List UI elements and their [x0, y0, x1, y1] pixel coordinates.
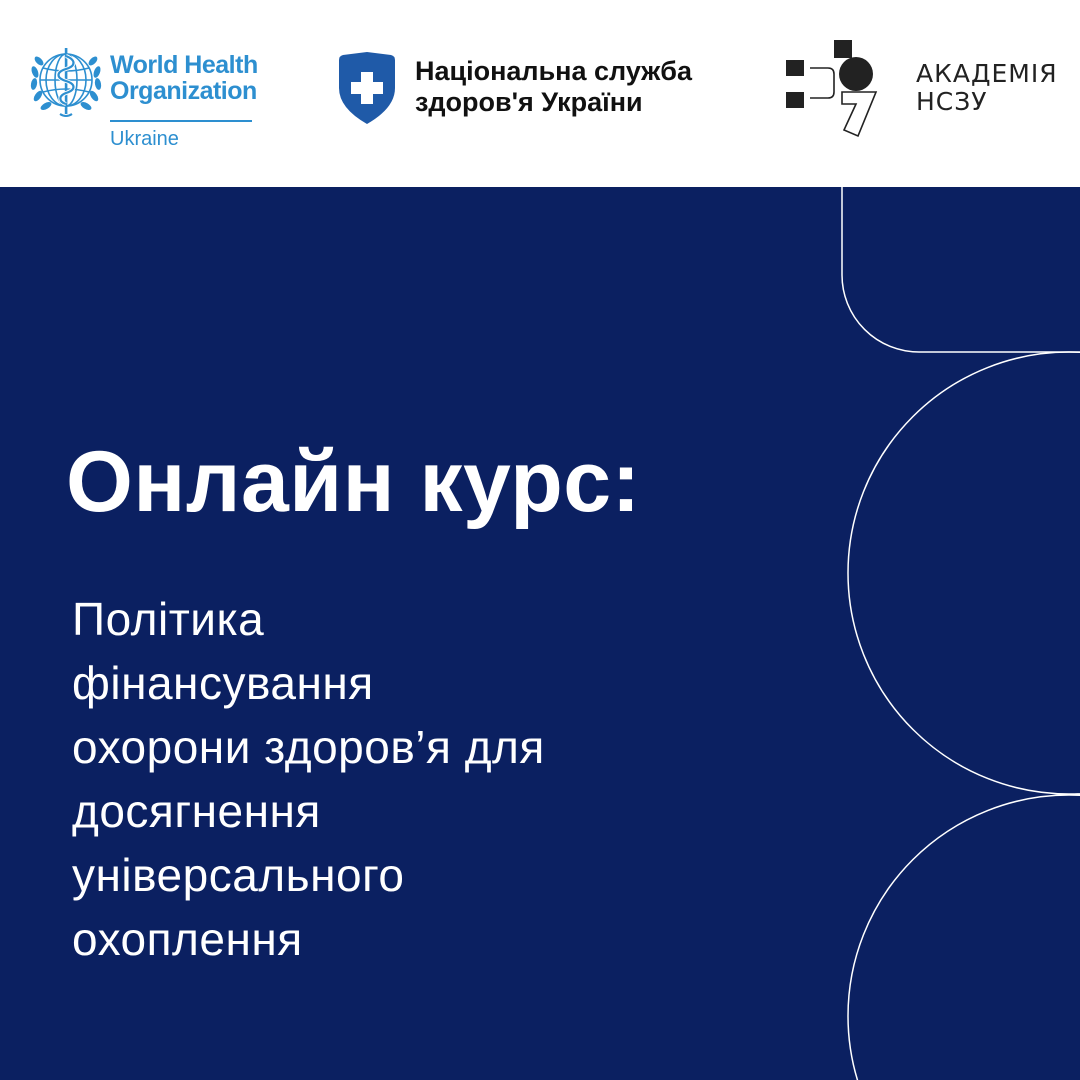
who-logo	[26, 42, 266, 162]
academy-name-line1: АКАДЕМІЯ	[916, 59, 1058, 88]
nszu-name-line2: здоров'я України	[415, 87, 643, 117]
nszu-logo	[337, 52, 717, 128]
who-name-line2: Organization	[110, 77, 257, 105]
course-title-line: універсального	[72, 849, 405, 901]
decor-rounded-corner	[842, 187, 1080, 352]
course-title-line: досягнення	[72, 785, 321, 837]
course-banner	[0, 187, 1080, 1080]
who-name-line1: World Health	[110, 51, 258, 79]
logo-header	[0, 0, 1080, 187]
decor-circle-upper	[848, 352, 1080, 794]
decor-circle-lower	[848, 795, 1080, 1080]
who-divider	[110, 120, 252, 122]
course-title-line: Політика	[72, 593, 265, 645]
academy-name	[916, 60, 1058, 116]
course-title-line: охорони здоров’я для	[72, 721, 545, 773]
nszu-name-line1: Національна служба	[415, 56, 693, 86]
who-emblem-icon	[26, 42, 106, 122]
course-title	[72, 587, 545, 971]
course-title-line: охоплення	[72, 913, 303, 965]
academy-logo	[784, 38, 1058, 138]
who-name	[110, 52, 258, 104]
course-title-line: фінансування	[72, 657, 374, 709]
who-country: Ukraine	[110, 128, 179, 150]
shield-cross-icon	[337, 52, 397, 124]
page-title: Онлайн курс:	[66, 434, 641, 530]
academy-mark-icon	[784, 38, 880, 138]
nszu-name	[415, 56, 692, 118]
academy-name-line2: НСЗУ	[916, 87, 988, 116]
